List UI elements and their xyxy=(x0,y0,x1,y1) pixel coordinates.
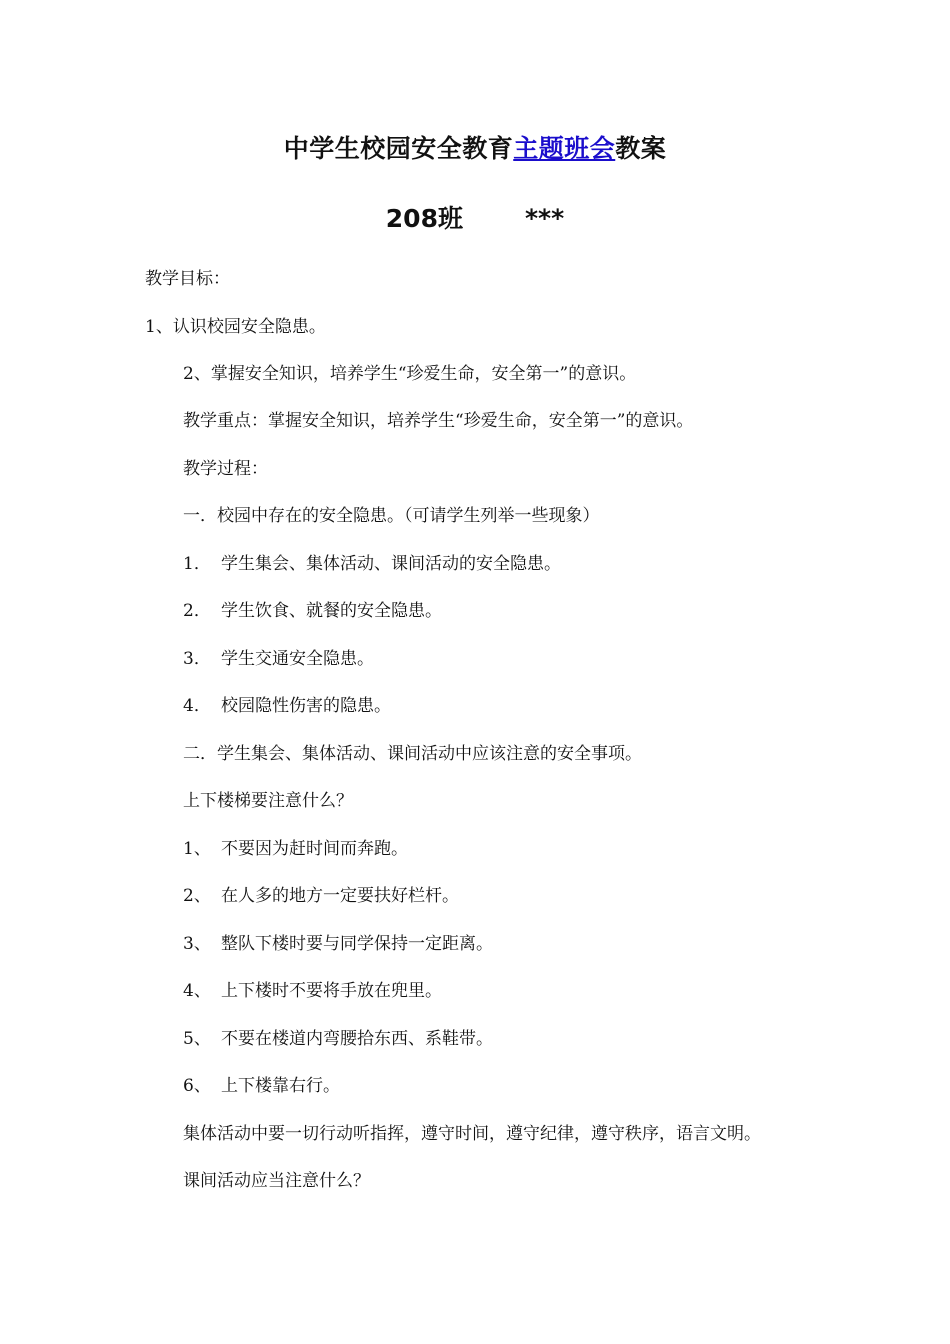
section-heading: 二．学生集会、集体活动、课间活动中应该注意的安全事项。 xyxy=(183,744,642,764)
teaching-focus: 教学重点：掌握安全知识，培养学生“珍爱生命，安全第一”的意识。 xyxy=(183,411,694,431)
teaching-goals-heading: 教学目标： xyxy=(145,269,230,289)
page-subtitle xyxy=(0,202,950,236)
list-item: 2、 在人多的地方一定要扶好栏杆。 xyxy=(183,886,459,906)
list-item: 4、 上下楼时不要将手放在兜里。 xyxy=(183,981,442,1001)
body-paragraph: 集体活动中要一切行动听指挥，遵守时间，遵守纪律，遵守秩序，语言文明。 xyxy=(183,1124,761,1144)
title-suffix: 教案 xyxy=(615,134,667,163)
author-name: *** xyxy=(524,204,565,233)
question-line: 上下楼梯要注意什么？ xyxy=(183,791,353,811)
list-item: 4． 校园隐性伤害的隐患。 xyxy=(183,696,391,716)
list-item: 6、 上下楼靠右行。 xyxy=(183,1076,340,1096)
section-heading: 一．校园中存在的安全隐患。（可请学生列举一些现象） xyxy=(183,506,600,526)
title-link-class-meeting[interactable]: 主题班会 xyxy=(513,134,616,163)
teaching-process-heading: 教学过程： xyxy=(183,459,268,479)
list-item: 3． 学生交通安全隐患。 xyxy=(183,649,374,669)
goal-item: 1、认识校园安全隐患。 xyxy=(145,317,326,337)
title-prefix: 中学生校园安全教育 xyxy=(283,134,514,163)
list-item: 2． 学生饮食、就餐的安全隐患。 xyxy=(183,601,442,621)
list-item: 1、 不要因为赶时间而奔跑。 xyxy=(183,839,408,859)
question-line: 课间活动应当注意什么？ xyxy=(183,1171,370,1191)
page-title xyxy=(0,132,950,166)
goal-item: 2、掌握安全知识，培养学生“珍爱生命，安全第一”的意识。 xyxy=(183,364,637,384)
list-item: 5、 不要在楼道内弯腰拾东西、系鞋带。 xyxy=(183,1029,493,1049)
list-item: 3、 整队下楼时要与同学保持一定距离。 xyxy=(183,934,493,954)
class-name: 208班 xyxy=(385,204,463,233)
list-item: 1． 学生集会、集体活动、课间活动的安全隐患。 xyxy=(183,554,561,574)
